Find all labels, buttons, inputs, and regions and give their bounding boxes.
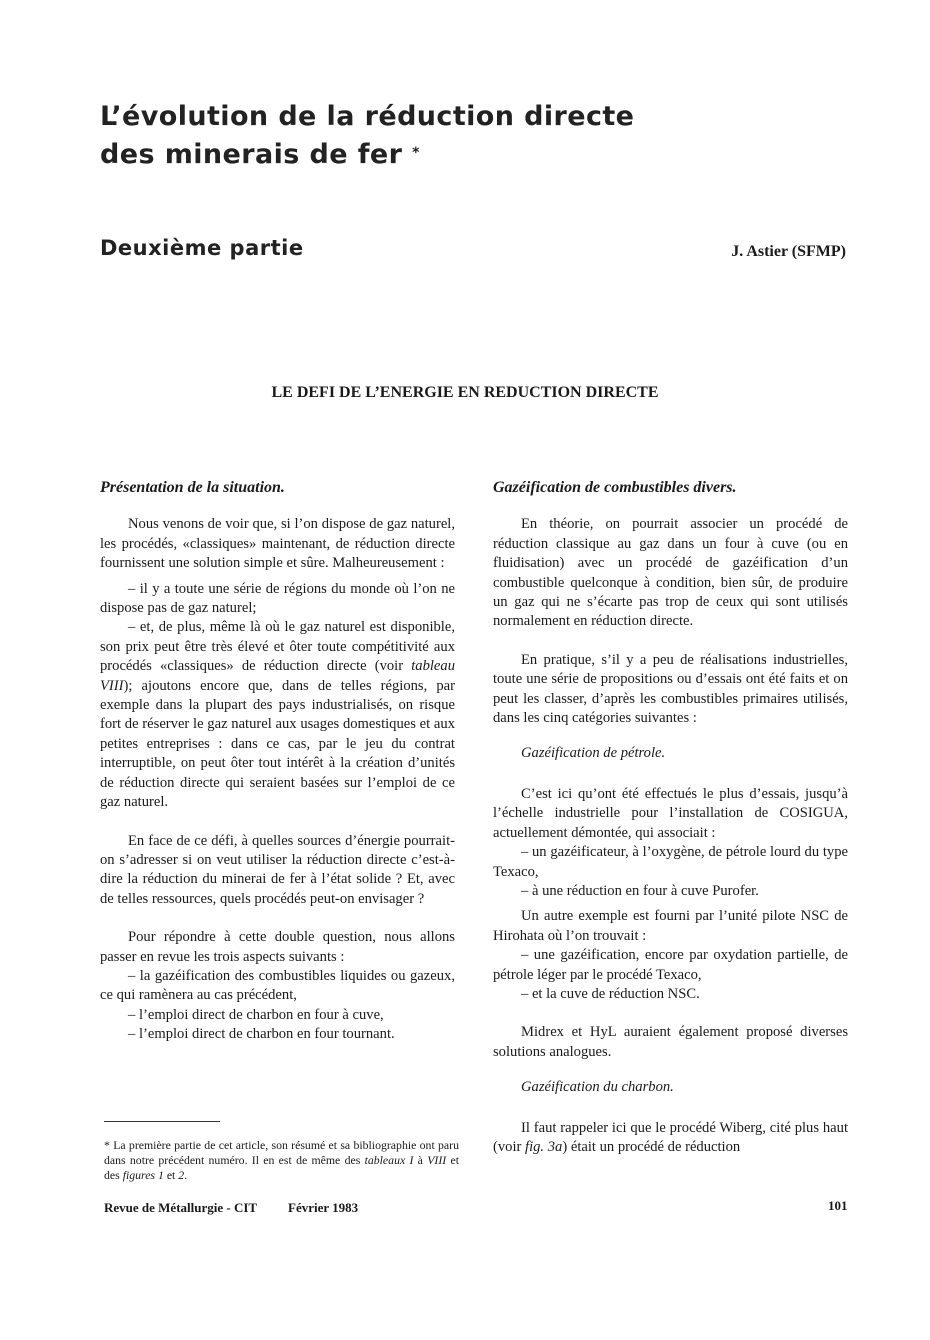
- footnote-divider: [104, 1121, 220, 1122]
- subsection-heading: Gazéification du charbon.: [521, 1079, 674, 1096]
- list-item: – une gazéification, encore par oxydation partielle, de pétrole léger par le procédé Texaco,: [493, 947, 848, 983]
- list-item: – l’emploi direct de charbon en four tournant.: [128, 1026, 395, 1043]
- title-footnote-mark: *: [412, 145, 420, 161]
- paragraph: En pratique, s’il y a peu de réalisations industrielles, toute une série de propositions ou d’essais ont été faits et on peut les classer, d’après les combustibles primaires utilisés, dans les cinq catégories suivantes :: [493, 651, 848, 727]
- subsection-heading: Gazéification de pétrole.: [521, 745, 666, 762]
- paragraph: [493, 1119, 848, 1158]
- text-span: à: [413, 1153, 428, 1167]
- list-item: [100, 618, 455, 812]
- text-span: * La première partie de cet article, son résumé et sa bibliographie ont paru dans notre précédent numéro. Il en est de même des: [104, 1138, 459, 1167]
- text-span: 2: [178, 1168, 185, 1182]
- author-name: J. Astier (SFMP): [731, 243, 846, 260]
- article-title: [100, 98, 800, 174]
- title-line-1: L’évolution de la réduction directe: [100, 101, 635, 132]
- issue-date: Février 1983: [288, 1200, 359, 1215]
- article-subtitle: Deuxième partie: [100, 236, 304, 260]
- list-item: – la gazéification des combustibles liquides ou gazeux, ce qui ramènera au cas précédent,: [100, 967, 455, 1004]
- section-heading: LE DEFI DE L’ENERGIE EN REDUCTION DIRECTE: [271, 384, 659, 401]
- list-item: – à une réduction en four à cuve Purofer.: [521, 882, 759, 899]
- text-span: .: [184, 1168, 188, 1182]
- list-item: – et la cuve de réduction NSC.: [521, 985, 700, 1002]
- text-span: et des: [104, 1153, 459, 1182]
- list-item: – l’emploi direct de charbon en four à cuve,: [128, 1006, 384, 1023]
- table-reference: tableau VIII: [100, 658, 455, 694]
- text-span: Il faut rappeler ici que le procédé Wiberg, cité plus haut (voir: [493, 1119, 848, 1155]
- title-line-2: [100, 136, 800, 174]
- figure-reference: fig. 3a: [525, 1138, 563, 1155]
- list-item: – un gazéificateur, à l’oxygène, de pétrole lourd du type Texaco,: [493, 844, 848, 880]
- text-span: ) était un procédé de réduction: [562, 1138, 741, 1155]
- text-span: – et, de plus, même là où le gaz naturel est disponible, son prix peut être très élevé et ôter toute compétitivité aux procédés «classiques» de réduction directe (voir: [100, 619, 455, 675]
- text-span: et: [163, 1168, 179, 1182]
- paragraph: En théorie, on pourrait associer un procédé de réduction classique au gaz dans un four à cuve (ou en fluidisation) avec un procédé de gazéification d’un combustible quelconque à condition, bien sûr, de produire un gaz qui ne s’écarte pas trop de ceux qui sont utilisés normalement en réduction directe.: [493, 516, 848, 630]
- text-span: ); ajoutons encore que, dans de telles régions, par exemple dans la plupart des pays industrialisés, on risque fort de réserver le gaz naturel aux usages domestiques et aux petites entreprises : dans ce cas, par le jeu du contrat interruptible, on peut ôter tout intérêt à la création d’unités de réduction directe qui seraient basées sur l’emploi de ce gaz naturel.: [100, 677, 455, 811]
- list-item: – il y a toute une série de régions du monde où l’on ne dispose pas de gaz naturel;: [100, 580, 455, 617]
- text-span: VIII: [427, 1153, 447, 1167]
- footnote: [104, 1138, 459, 1183]
- paragraph: Un autre exemple est fourni par l’unité pilote NSC de Hirohata où l’on trouvait :: [493, 908, 848, 944]
- right-column-heading: Gazéification de combustibles divers.: [493, 479, 737, 496]
- paragraph: Pour répondre à cette double question, nous allons passer en revue les trois aspects suivants :: [100, 929, 455, 965]
- paragraph: C’est ici qu’ont été effectués le plus d’essais, jusqu’à l’échelle industrielle pour l’installation de COSIGUA, actuellement démontée, qui associait :: [493, 785, 848, 841]
- text-span: tableaux I: [364, 1153, 414, 1167]
- left-column-heading: Présentation de la situation.: [100, 479, 285, 496]
- right-column: [493, 478, 848, 1157]
- journal-name: Revue de Métallurgie - CIT: [104, 1200, 258, 1215]
- page-number: 101: [828, 1198, 848, 1213]
- title-line-2-text: des minerais de fer: [100, 139, 403, 170]
- left-column: [100, 478, 455, 1045]
- text-span: figures 1: [122, 1168, 164, 1182]
- paragraph: Nous venons de voir que, si l’on dispose de gaz naturel, les procédés, «classiques» maintenant, de réduction directe fournissent une solution simple et sûre. Malheureusement :: [100, 516, 455, 572]
- paragraph: Midrex et HyL auraient également proposé diverses solutions analogues.: [493, 1024, 848, 1060]
- paragraph: En face de ce défi, à quelles sources d’énergie pourrait-on s’adresser si on veut utiliser la réduction directe c’est-à-dire la réduction du minerai de fer à l’état solide ? Et, avec de telles ressources, quels procédés peut-on envisager ?: [100, 832, 455, 907]
